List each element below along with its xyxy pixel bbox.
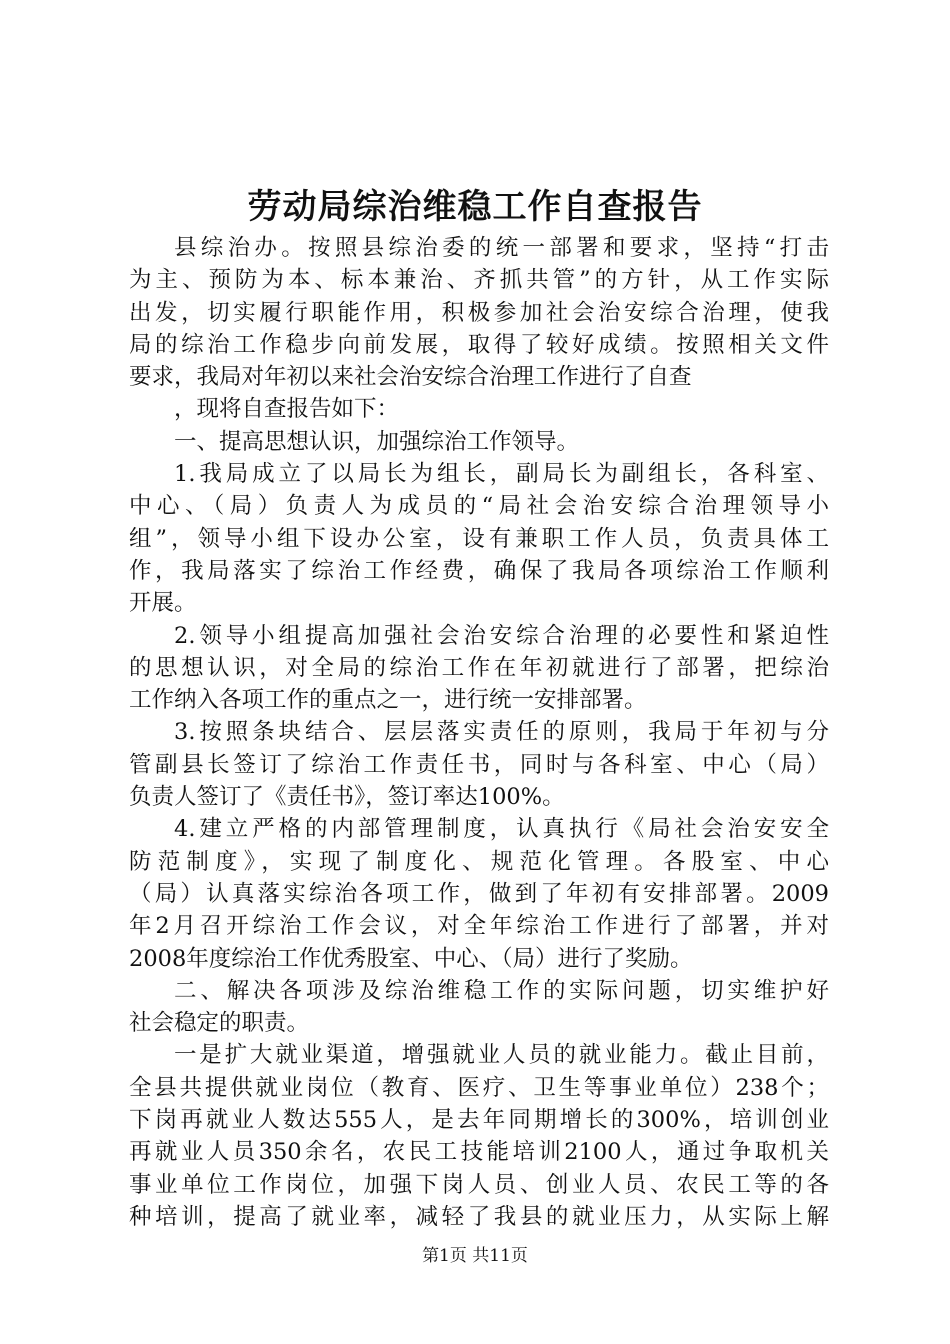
body-text-line: 防范制度》，实现了制度化、规范化管理。各股室、中心 [129,848,829,875]
body-text-line: 二、解决各项涉及综治维稳工作的实际问题，切实维护好 [174,977,829,1004]
body-text-line: 社会稳定的职责。 [129,1010,310,1037]
body-text-line: 2008年度综治工作优秀股室、中心、（局）进行了奖励。 [129,945,693,972]
body-text-line: 中心、（局）负责人为成员的“局社会治安综合治理领导小 [129,493,829,520]
document-title: 劳动局综治维稳工作自查报告 [247,187,703,227]
body-text-line: 一、提高思想认识，加强综治工作领导。 [174,428,580,455]
document-body [129,232,829,1233]
body-text-line: 4.建立严格的内部管理制度，认真执行《局社会治安安全 [174,816,829,843]
body-text-line: 全县共提供就业岗位（教育、医疗、卫生等事业单位）238个； [129,1074,829,1101]
body-text-line: 局的综治工作稳步向前发展，取得了较好成绩。按照相关文件 [129,331,829,358]
body-text-line: 工作纳入各项工作的重点之一，进行统一安排部署。 [129,687,647,714]
body-text-line: 事业单位工作岗位，加强下岗人员、创业人员、农民工等的各 [129,1171,829,1198]
body-text-line: 一是扩大就业渠道，增强就业人员的就业能力。截止目前， [174,1042,829,1069]
body-text-line: 下岗再就业人数达555人，是去年同期增长的300%，培训创业 [129,1107,829,1134]
body-text-line: 3.按照条块结合、层层落实责任的原则，我局于年初与分 [174,719,829,746]
body-text-line: 县综治办。按照县综治委的统一部署和要求，坚持“打击 [174,235,829,261]
body-text-line: 组”，领导小组下设办公室，设有兼职工作人员，负责具体工 [129,525,829,552]
body-text-line: 种培训，提高了就业率，减轻了我县的就业压力，从实际上解 [129,1203,829,1230]
body-text-line: 年2月召开综治工作会议，对全年综治工作进行了部署，并对 [129,913,829,940]
body-text-line: 作，我局落实了综治工作经费，确保了我局各项综治工作顺利 [129,557,829,584]
body-text-line: 要求，我局对年初以来社会治安综合治理工作进行了自查 [129,364,692,391]
body-text-line: 出发，切实履行职能作用，积极参加社会治安综合治理，使我 [129,299,829,326]
body-text-line: 开展。 [129,590,197,617]
body-text-line: ，现将自查报告如下： [174,396,400,423]
body-text-line: 管副县长签订了综治工作责任书，同时与各科室、中心（局） [129,751,829,778]
page-footer: 第1页 共11页 [422,1246,528,1266]
body-text-line: 2.领导小组提高加强社会治安综合治理的必要性和紧迫性 [174,622,829,649]
body-text-line: 1.我局成立了以局长为组长，副局长为副组长，各科室、 [174,461,829,488]
body-text-line: （局）认真落实综治各项工作，做到了年初有安排部署。2009 [129,880,829,907]
body-text-line: 负责人签订了《责任书》，签订率达100%。 [129,784,565,811]
body-text-line: 为主、预防为本、标本兼治、齐抓共管”的方针，从工作实际 [129,267,829,294]
body-text-line: 再就业人员350余名，农民工技能培训2100人，通过争取机关 [129,1139,829,1166]
body-text-line: 的思想认识，对全局的综治工作在年初就进行了部署，把综治 [129,654,829,681]
